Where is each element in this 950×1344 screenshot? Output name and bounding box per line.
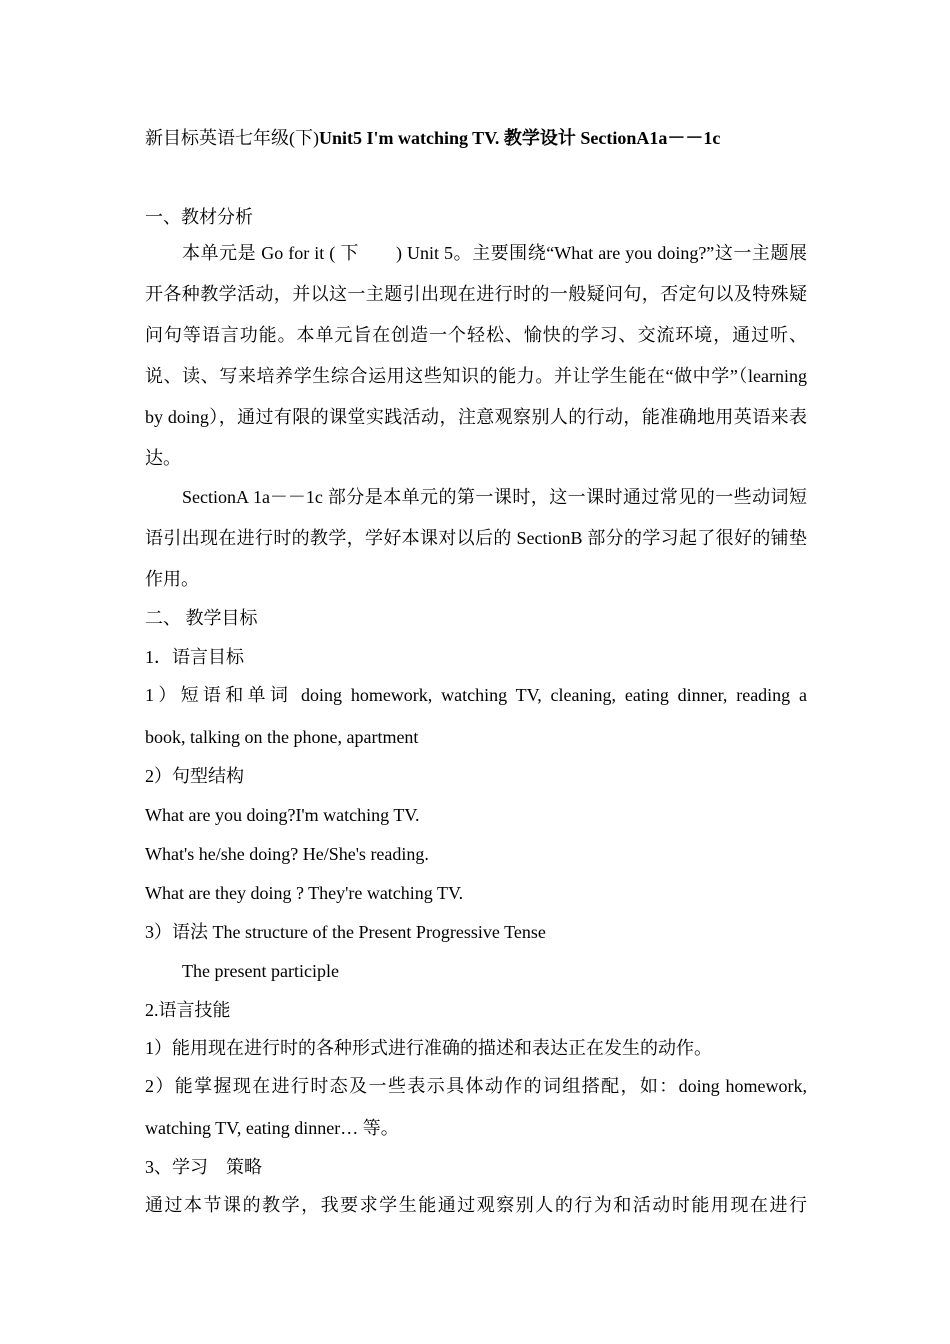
strategy-line-1: 通过本节课的教学，我要求学生能通过观察别人的行为和活动时能用现在进行: [145, 1195, 807, 1215]
vocab-line-1: 1）短语和单词 doing homework, watching TV, cleaning, eating dinner, reading a: [145, 685, 807, 705]
sentence-example-1: What are you doing?I'm watching TV.: [145, 805, 420, 825]
paragraph-analysis: 本单元是 Go for it ( 下 ) Unit 5。主要围绕“What are you doing?”这一主题展开各种教学活动，并以这一主题引出现在进行时的一般疑问句，否定句以及特殊疑问句等语言功能。本单元旨在创造一个轻松、愉快的学习、交流环境，通过听、说、读、写来培养学生综合运用这些知识的能力。并让学生能在“做中学”（learning by doing），通过有限的课堂实践活动，注意观察别人的行动，能准确地用英语来表达。: [145, 243, 807, 468]
goal-language-heading: 1．语言目标: [145, 647, 244, 667]
title-prefix: 新目标英语七年级(下): [145, 128, 319, 148]
sentence-example-2: What's he/she doing? He/She's reading.: [145, 844, 429, 864]
paragraph-section-a: SectionA 1a－－1c 部分是本单元的第一课时，这一课时通过常见的一些动词短语引出现在进行时的教学，学好本课对以后的 SectionB 部分的学习起了很好的铺垫作用。: [145, 487, 807, 589]
section-heading-analysis: 一、教材分析: [145, 207, 253, 227]
goal-strategy-heading: 3、学习 策略: [145, 1157, 262, 1177]
skill-line-2b: watching TV, eating dinner… 等。: [145, 1118, 399, 1138]
grammar-subline: The present participle: [182, 961, 339, 981]
skill-line-1: 1）能用现在进行时的各种形式进行准确的描述和表达正在发生的动作。: [145, 1038, 712, 1058]
sentence-structure-heading: 2）句型结构: [145, 766, 244, 786]
goal-skill-heading: 2.语言技能: [145, 1000, 231, 1020]
skill-line-2a: 2）能掌握现在进行时态及一些表示具体动作的词组搭配，如：doing homework,: [145, 1076, 807, 1096]
title-bold: Unit5 I'm watching TV. 教学设计 SectionA1a－－1c: [319, 128, 721, 148]
document-title: [145, 126, 720, 150]
section-heading-goals: 二、 教学目标: [145, 608, 258, 628]
grammar-line: 3）语法 The structure of the Present Progressive Tense: [145, 922, 546, 942]
vocab-line-2: book, talking on the phone, apartment: [145, 727, 419, 747]
sentence-example-3: What are they doing ? They're watching TV.: [145, 883, 464, 903]
